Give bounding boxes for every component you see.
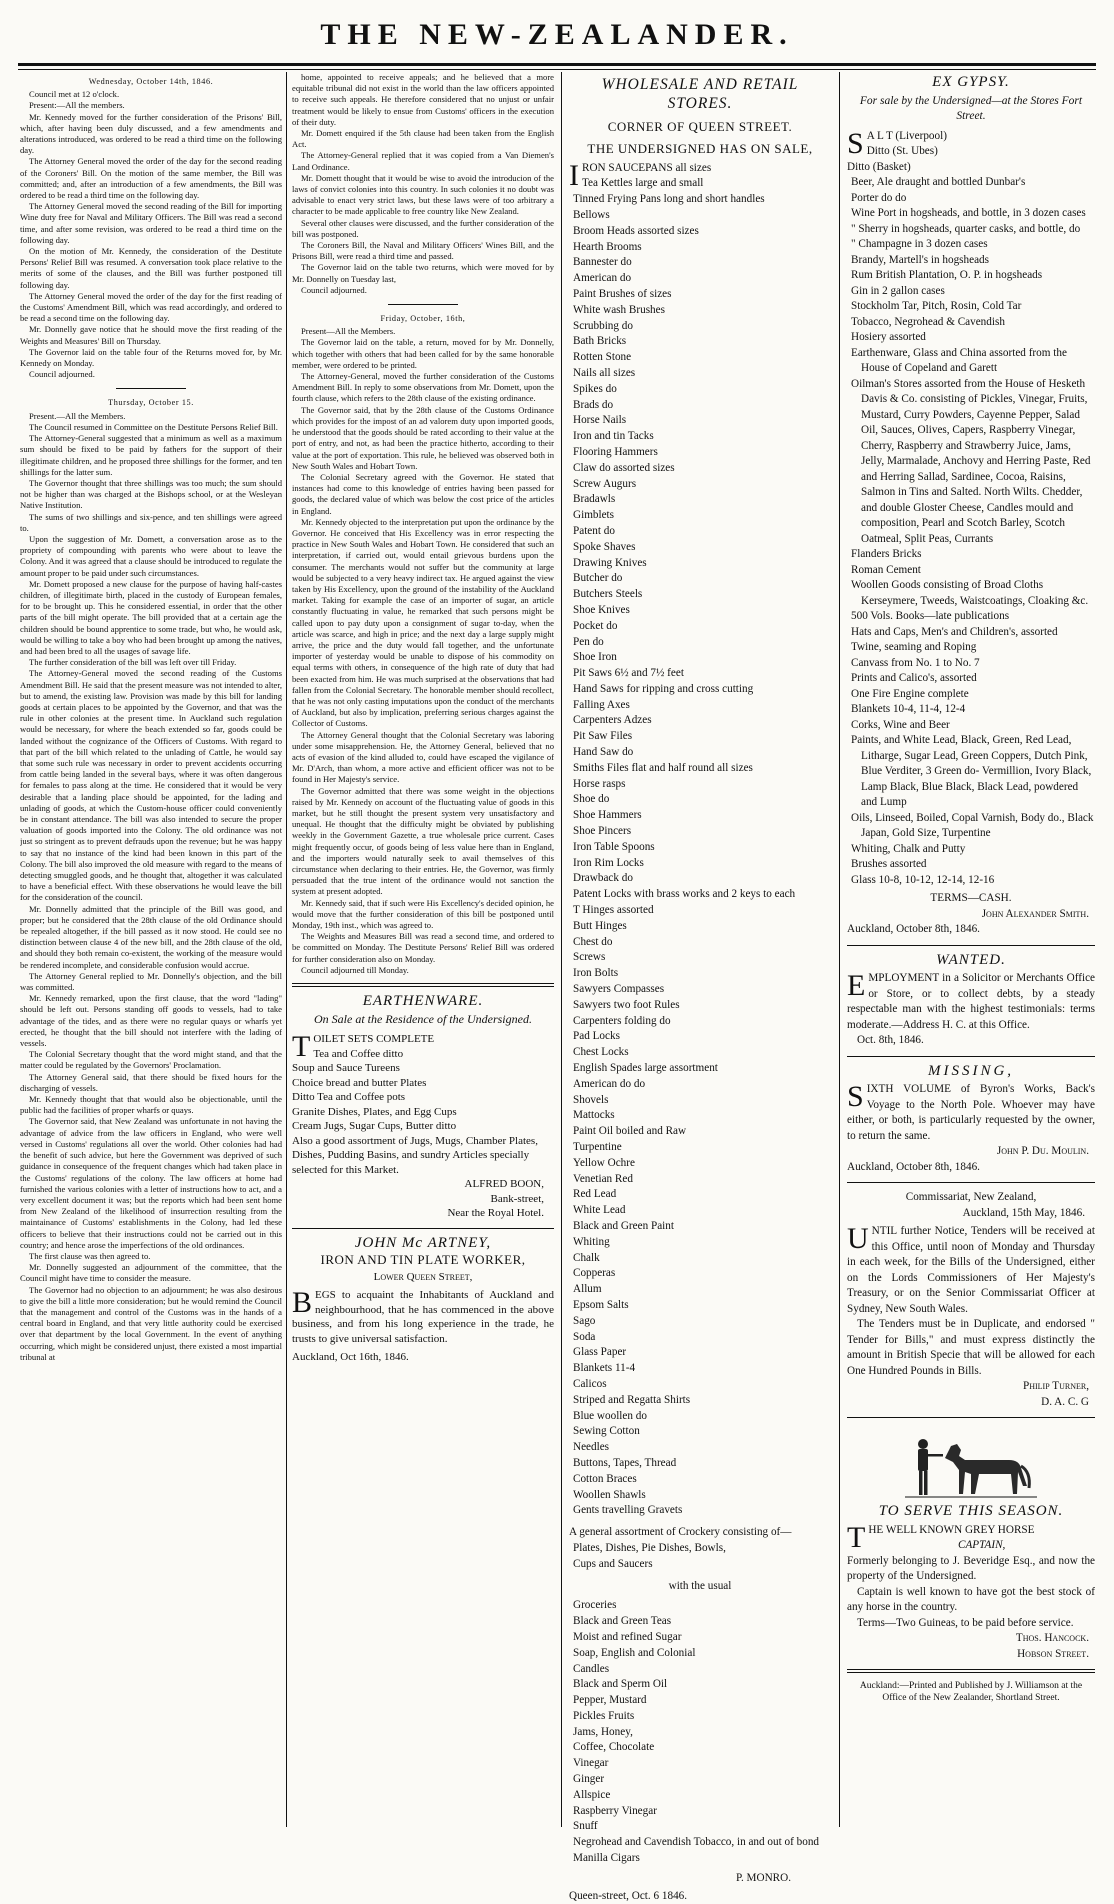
- commissariat-body: NTIL further Notice, Tenders will be received at this Office, until noon of Monday and Thursday in each week, for the Bills of the Undersigned, either on the Lords Commissioners of Her Majesty's Treasury, or on the Senior Commissariat Officer at Sydney, New South Wales.: [847, 1225, 1095, 1315]
- stores-item: Turpentine: [573, 1141, 622, 1153]
- stores-item: Nails all sizes: [573, 366, 636, 379]
- paragraph: Mr. Domett proposed a new clause for the purpose of having half-castes children, of illegitimate birth, placed in the custody of European females, for to be brought up. This he considered essential, in order that the other parts of the bill might operate. The bill provided that at a certain age the children should be bound apprentice to some trade, but who, he would ask, would be willing to take a boy who had been brought up among the natives, and had been bred to all the usages of savage life.: [20, 578, 282, 656]
- paragraph: The Attorney-General moved the second reading of the Customs Amendment Bill. He said that the present measure was not intended to alter, but to amend, the existing law. Provision was made by this bill for landing goods at certain places to be appointed by the Governor, and that was the rule in other colonies at the present time. In Auckland such regulation would be necessary, for where the beach extended so far, goods could be landed without the cognizance of the Officers of Customs. With regard to that part of the bill which related to the unlading of Cattle, he would say that some such rule was necessary in order to prevent accidents occurring from cattle being landed in the several bays, where it was often dangerous for females to pass along at the time. He considered that it would be very desirable that a landing place should be appointed, for the lading and unlading of goods, at which the Custom-house officer could conveniently be in constant attendance. The bill was also intended to secure the proper valuation of goods imported into the Colony. The old ordinance was not just so stringent as to prevent defrauds upon the revenue; but he was happy to say that no instance of the kind had been known in this part of the Colony. The bill also improved the old measure with regard to the means of detecting smuggled goods, and he thought that, altogether it was calculated to have a beneficial effect. With these observations he would leave the bill for the consideration of the council.: [20, 668, 282, 903]
- stores-item: Gimblets: [573, 509, 615, 522]
- dateline-wednesday: Wednesday, October 14th, 1846.: [88, 77, 214, 86]
- ex-gypsy-item: Brandy, Martell's in hogsheads: [851, 253, 990, 266]
- stores-item: Carpenters folding do: [573, 1014, 671, 1027]
- ex-gypsy-item: Gin in 2 gallon cases: [851, 284, 945, 297]
- separator: [847, 1417, 1095, 1418]
- grocery-item: Raspberry Vinegar: [573, 1804, 657, 1817]
- stores-item: Patent Locks with brass works and 2 keys to each: [573, 888, 796, 901]
- stallion-reputation: Captain is well known to have got the best stock of any horse in the country.: [847, 1585, 1095, 1613]
- ex-gypsy-title: EX GYPSY.: [932, 74, 1010, 90]
- paragraph: The Council resumed in Committee on the Destitute Persons Relief Bill.: [29, 421, 278, 432]
- council-proceedings-wednesday: [20, 89, 282, 380]
- ex-gypsy-item: Wine Port in hogsheads, and bottle, in 3 dozen cases: [851, 207, 1086, 219]
- hancock-signature: Thos. Hancock.: [1015, 1632, 1089, 1644]
- stores-title: WHOLESALE AND RETAIL STORES.: [601, 76, 799, 112]
- stallion-terms: Terms—Two Guineas, to be paid before service.: [857, 1616, 1074, 1629]
- paragraph: Present:—All the members.: [29, 100, 125, 111]
- stores-item: Pad Locks: [573, 1030, 620, 1043]
- missing-body: IXTH VOLUME of Byron's Works, Back's Voyage to the North Pole. Whoever may have either, or both, is particularly requested by the owner, to return the same.: [847, 1083, 1095, 1142]
- paragraph: Mr. Kennedy said, that if such were His Excellency's decided opinion, he would move that the further consideration of this bill be postponed until Monday, 19th inst., which was agreed to.: [292, 897, 554, 931]
- paragraph: The Weights and Measures Bill was read a second time, and ordered to be committed on Monday. The Destitute Persons' Relief Bill was ordered for further consideration also on Monday.: [292, 931, 554, 964]
- earthenware-items: [292, 1047, 554, 1178]
- stores-item: American do do: [573, 1077, 646, 1090]
- grocery-item-list: [569, 1598, 831, 1867]
- stores-item: Red Lead: [573, 1188, 617, 1201]
- stores-item: Iron Table Spoons: [573, 840, 655, 853]
- stallion-owner: Formerly belonging to J. Beveridge Esq., and now the property of the Undersigned.: [847, 1554, 1095, 1582]
- grocery-item: Pickles Fruits: [573, 1709, 635, 1722]
- paragraph: On the motion of Mr. Kennedy, the consideration of the Destitute Persons' Relief Bill was resumed. A conversation took place relative to the merits of some of the clauses, and the Bill was further postponed till following day.: [20, 246, 282, 290]
- paragraph: The Governor laid on the table two returns, which were moved for by Mr. Donnelly on Tuesday last,: [292, 262, 554, 284]
- ex-gypsy-item: One Fire Engine complete: [851, 687, 969, 700]
- stores-item: White wash Brushes: [573, 303, 665, 316]
- paragraph: The Attorney-General, moved the further consideration of the Customs Amendment Bill. In reply to some observations from Mr. Domett, upon the fourth clause, which refers to the 28th clause of the existing ordinance.: [292, 371, 554, 404]
- stores-item: Carpenters Adzes: [573, 714, 652, 727]
- grocery-item: Black and Green Teas: [573, 1615, 672, 1628]
- stores-item: Pocket do: [573, 619, 618, 632]
- stores-item: Sawyers Compasses: [573, 983, 665, 996]
- commissariat-heading: Commissariat, New Zealand,: [905, 1191, 1037, 1203]
- column-2-council-report-and-ads: [292, 72, 554, 1365]
- moulin-signature: John P. Du. Moulin.: [996, 1145, 1089, 1157]
- paragraph: The Governor laid on the table, a return, moved for by Mr. Donnelly, which together with others that had been called for by the same honorable member, were ordered to be printed.: [292, 337, 554, 370]
- column-divider: [839, 72, 840, 1827]
- monro-dateline: Queen-street, Oct. 6 1846.: [569, 1889, 688, 1902]
- stores-item: White Lead: [573, 1204, 626, 1217]
- mcartney-trade: IRON AND TIN PLATE WORKER,: [320, 1252, 526, 1268]
- separator: [292, 983, 554, 987]
- stores-item: Allum: [573, 1283, 602, 1296]
- masthead: THE NEW-ZEALANDER.: [320, 18, 794, 51]
- crockery-line-3: Cups and Saucers: [573, 1557, 653, 1570]
- paragraph: The Governor laid on the table four of the Returns moved for, by Mr. Kennedy on Monday.: [20, 346, 282, 369]
- stores-item: Screws: [573, 951, 606, 964]
- stores-item: T Hinges assorted: [573, 904, 654, 917]
- salt-line: Ditto (St. Ubes): [866, 145, 938, 157]
- grocery-item: Pepper, Mustard: [573, 1694, 647, 1707]
- paragraph: Council met at 12 o'clock.: [29, 89, 120, 100]
- paragraph: The Governor said, that New Zealand was unfortunate in not having the advantage of advice from the law officers in England, who were well versed in Customs' regulations all over the world. Other colonies had had the benefit of such advice, but here the Government was deprived of such guidance in consequence of the frequent changes which had taken place in the Customs' regulations of the colony. The law officers at home had furnished the various colonies with a letter of instructions how to act, and a very excellent document it was; but the reports which had been sent home from New Zealand of the likelihood of insurrection resulting from the maintainance of Customs' establishments in the Colony, had led these officers to believe that their instructions could not be carried out in this country; and hence arose the imperfections of the old ordinances.: [20, 1116, 282, 1250]
- stores-item: Horse Nails: [573, 414, 627, 427]
- ex-gypsy-item: Rum British Plantation, O. P. in hogsheads: [851, 269, 1043, 281]
- paragraph: Several other clauses were discussed, and the further consideration of the bill was postponed.: [292, 217, 554, 239]
- stores-item: Yellow Ochre: [573, 1156, 635, 1169]
- hancock-address: Hobson Street.: [1017, 1647, 1089, 1660]
- stores-item: Spoke Shaves: [573, 540, 636, 553]
- paragraph: Mr. Domett thought that it would be wise to avoid the introducion of the laws of convict colonies into this country. In such colonies it no doubt was advisable to enact very strict laws, but these laws were of too arbitrary a character to be made applicable to free country like New Zealand.: [292, 172, 554, 217]
- paragraph: The first clause was then agreed to.: [29, 1250, 151, 1261]
- drop-cap: E: [847, 969, 866, 1002]
- drop-cap: S: [847, 126, 864, 160]
- drop-cap: S: [847, 1080, 864, 1113]
- grocery-item: Vinegar: [573, 1757, 609, 1770]
- council-proceedings-friday: [292, 326, 554, 976]
- grocery-item: Black and Sperm Oil: [573, 1678, 668, 1691]
- paragraph: The Coroners Bill, the Naval and Military Officers' Wines Bill, and the Prisons Bill, were read a third time and passed.: [292, 240, 554, 262]
- paragraph: The Attorney-General replied that it was copied from a Van Diemen's Land Ordinance.: [292, 150, 554, 172]
- paragraph: Council adjourned till Monday.: [301, 964, 409, 975]
- paragraph: Mr. Donnelly admitted that the principle of the Bill was good, and proper; but he considered that the 28th clause of the old Ordinance should be repealed altogether, if the bill passed as it now stood. He could see no distinction between clause 4 of the new bill, and the 28th clause of the old, and should they both remain co-existent, the working of the measure would be rendered incomplete, and considerable confusion would accrue.: [20, 903, 282, 970]
- grocery-item: Coffee, Chocolate: [573, 1741, 655, 1754]
- commissariat-ad: [847, 1190, 1095, 1410]
- terms-cash: TERMS—CASH.: [930, 892, 1012, 904]
- stores-item-list: [569, 176, 831, 1519]
- earthenware-lead: OILET SETS COMPLETE: [313, 1033, 435, 1046]
- stores-item: Bellows: [573, 208, 610, 221]
- column-1-council-report: [20, 72, 282, 1363]
- stores-item: Drawback do: [573, 872, 633, 885]
- paragraph: The Attorney General said, that there should be fixed hours for the discharging of vessels.: [20, 1071, 282, 1093]
- grocery-item: Negrohead and Cavendish Tobacco, in and out of bond: [573, 1836, 820, 1849]
- stores-item: Pit Saw Files: [573, 730, 633, 743]
- separator: [847, 945, 1095, 946]
- column-3-monro-stores-ad: [569, 72, 831, 1904]
- earthenware-item: Ditto Tea and Coffee pots: [292, 1091, 406, 1104]
- paragraph: The Attorney General moved the order of the day for the first reading of the Customs' Amendment Bill, which was read accordingly, and ordered to be read a second time on the following day.: [20, 290, 282, 324]
- masthead-rule: [18, 63, 1096, 66]
- salt-line: A L T (Liverpool): [866, 129, 947, 142]
- paragraph: The Governor had no objection to an adjournment; he was also desirous to give the bill a little more consideration; but he would remind the Council that the management and control of the Customs was in the hands of a central board in England, and that very little authority could be exercised over that department by the local Government. In the event of anything occurring, which might be considered unjust, there existed a most impartial tribunal at: [20, 1284, 282, 1362]
- earthenware-item: Tea and Coffee ditto: [313, 1047, 404, 1060]
- ex-gypsy-item: Brushes assorted: [851, 858, 927, 870]
- drop-cap: B: [292, 1286, 313, 1320]
- paragraph: The Governor thought that three shillings was too much; the sum should not be higher than was charged at the Bishops school, or at the Wesleyan Native Institution.: [20, 477, 282, 511]
- grocery-item: Ginger: [573, 1773, 605, 1786]
- grocery-item: Allspice: [573, 1788, 611, 1801]
- stores-item: Scrubbing do: [573, 319, 633, 332]
- stores-item: Broom Heads assorted sizes: [573, 224, 699, 237]
- stores-item: Bradawls: [573, 493, 616, 506]
- salt-line: Ditto (Basket): [847, 160, 911, 173]
- signature-street: Bank-street,: [490, 1192, 544, 1205]
- wanted-date: Oct. 8th, 1846.: [857, 1034, 924, 1046]
- missing-ad: [847, 1064, 1095, 1176]
- stores-item: Spikes do: [573, 382, 617, 395]
- ex-gypsy-item: 500 Vols. Books—late publications: [851, 610, 1010, 622]
- ex-gypsy-item: Paints, and White Lead, Black, Green, Red Lead, Litharge, Sugar Lead, Green Coppers, Dutch Pink, Blue Verditer, 3 Green do- Vermillion, Ivory Black, Lamp Black, Blue Black, Black Lead, powdered and Lump: [851, 734, 1092, 808]
- earthenware-item: Choice bread and butter Plates: [292, 1076, 427, 1089]
- turner-signature: Philip Turner,: [1022, 1380, 1089, 1392]
- stores-item: Bath Bricks: [573, 335, 627, 348]
- paragraph: The further consideration of the bill was left over till Friday.: [29, 657, 237, 668]
- stores-item: Shoe Iron: [573, 651, 617, 664]
- stores-item: Falling Axes: [573, 698, 630, 711]
- paragraph: Council adjourned.: [301, 284, 367, 295]
- ex-gypsy-item: Tobacco, Negrohead & Cavendish: [851, 315, 1005, 328]
- stores-item: Shoe Pincers: [573, 825, 632, 838]
- stores-item: Shoe Hammers: [573, 809, 642, 822]
- paragraph: Mr. Donnelly suggested an adjournment of the committee, that the Council might have time to consider the measure.: [20, 1262, 282, 1284]
- stores-item: Gents travelling Gravets: [573, 1504, 683, 1517]
- crockery-line-2: Plates, Dishes, Pie Dishes, Bowls,: [573, 1541, 726, 1554]
- stores-item: Smiths Files flat and half round all sizes: [573, 761, 753, 774]
- stores-item: Flooring Hammers: [573, 445, 658, 458]
- ex-gypsy-item: Whiting, Chalk and Putty: [851, 842, 966, 855]
- wanted-ad: [847, 953, 1095, 1049]
- ex-gypsy-item: Flanders Bricks: [851, 548, 922, 560]
- stores-item: Rotten Stone: [573, 351, 632, 364]
- ex-gypsy-item: Roman Cement: [851, 563, 921, 576]
- with-the-usual: with the usual: [668, 1579, 732, 1592]
- stores-item: Black and Green Paint: [573, 1219, 674, 1232]
- drop-cap: U: [847, 1222, 869, 1255]
- dateline-thursday: Thursday, October 15.: [108, 398, 194, 408]
- earthenware-title: EARTHENWARE.: [362, 993, 484, 1010]
- paragraph: The Colonial Secretary agreed with the Governor. He stated that instances had come to this knowledge of entries having been passed for goods, the declared value of which was below the cost price of the articles in England.: [292, 471, 554, 516]
- earthenware-subtitle: On Sale at the Residence of the Undersigned.: [314, 1011, 532, 1026]
- paragraph: The Attorney General thought that the Colonial Secretary was laboring under some misapprehension. He, the Attorney General, believed that no acts of evasion of the kind alluded to, could have escaped the vigilance of Mr. D'Arch, than whom, a more active and efficient officer was not to be found in Her Majesty's service.: [292, 729, 554, 785]
- council-proceedings-continued: [292, 72, 554, 296]
- separator: [847, 1182, 1095, 1183]
- drop-cap: I: [569, 158, 579, 192]
- stores-item: Hearth Brooms: [573, 240, 642, 253]
- stores-item: Paint Oil boiled and Raw: [573, 1125, 687, 1138]
- paragraph: Mr. Kennedy objected to the interpretation put upon the ordinance by the Governor. He conceived that His Excellency was in error respecting the practice in New South Wales and Hobart Town. He considered that such an interpretation, if carried out, would entail grievous burdens upon the consumer. The merchants would not suffer but the community at large would be subjected to a very heavy indirect tax. He argued against the view taken by His Excellency, upon the ground of the instability of the Auckland market. Taking for example the case of an importer of sugar, an article constantly fluctuating in value, he remarked that such persons might be called upon to pay duty upon a consignment of sugar to-day, when the article was scarce, and high in price; and the next day a large supply might arrive, the price and the duty would fall together, and the unfortunate importer of yesterday would be unable to dispose of his commodity on equal terms with others, in consequence of the high rate of duty that had been exacted from him. He was much surprised at the observations that had fallen from the Colonial Secretary. The honorable member should recollect, that he was not only casting imputations upon the conduct of the merchants of Auckland, but also by implication, preferring serious charges against the Collector of Customs.: [292, 516, 554, 729]
- grocery-item: Soap, English and Colonial: [573, 1646, 696, 1659]
- stores-item: Pit Saws 6½ and 7½ feet: [573, 667, 684, 680]
- paragraph: Mr. Kennedy remarked, upon the first clause, that the word "lading" should be left out. Persons standing off goods to vessels, had to take advantage of the tides, and as there were no regular quays or wharfs yet erected, he thought that the bill should not interfere with the lading of vessels.: [20, 993, 282, 1049]
- missing-title: MISSING,: [927, 1062, 1015, 1079]
- stores-item: Shoe do: [573, 793, 610, 806]
- separator: [116, 388, 186, 389]
- ex-gypsy-item: Prints and Calico's, assorted: [851, 672, 977, 684]
- stores-item: Chest do: [573, 935, 613, 948]
- commissariat-date: Auckland, 15th May, 1846.: [962, 1206, 1085, 1219]
- horse-and-groom-illustration: [901, 1428, 1041, 1500]
- earthenware-item: Also a good assortment of Jugs, Mugs, Chamber Plates, Dishes, Pudding Basins, and sundry Articles specially selected for this Market.: [292, 1134, 538, 1176]
- drop-cap: T: [292, 1030, 311, 1064]
- grocery-item: Groceries: [573, 1599, 617, 1612]
- gypsy-dateline: Auckland, October 8th, 1846.: [847, 923, 980, 935]
- stores-item: Blue woollen do: [573, 1409, 647, 1422]
- stores-item: Butcher do: [573, 572, 623, 585]
- stores-item: Needles: [573, 1441, 610, 1454]
- stores-item: Buttons, Tapes, Thread: [573, 1456, 677, 1469]
- signature-location: Near the Royal Hotel.: [447, 1207, 544, 1220]
- smith-signature: John Alexander Smith.: [981, 907, 1089, 920]
- paragraph: The Attorney-General suggested that a minimum as well as a maximum sum should be fixed to be paid by fathers for the support of their illegitimate children, and he proposed three shillings for the former, and ten shillings for the latter sum.: [20, 433, 282, 477]
- earthenware-item: Cream Jugs, Sugar Cups, Butter ditto: [292, 1120, 457, 1133]
- ex-gypsy-item: Oils, Linseed, Boiled, Copal Varnish, Body do., Black Japan, Gold Size, Turpentine: [851, 811, 1094, 839]
- stores-item: Hand Saws for ripping and cross cutting: [573, 682, 754, 695]
- ex-gypsy-item: Canvass from No. 1 to No. 7: [851, 656, 980, 669]
- wanted-title: WANTED.: [936, 951, 1006, 968]
- stores-intro: THE UNDERSIGNED HAS ON SALE,: [587, 140, 813, 156]
- stores-item: Chalk: [573, 1251, 600, 1264]
- paragraph: The Governor admitted that there was some weight in the objections raised by Mr. Kennedy on account of the fluctuating value of goods in this market, but he still thought the present system very unsatisfactory and unequal. He thought that the difficulty might be obviated by publishing weekly in the Government Gazette, a true wholesale price current. Cases might frequently occur, of goods being of less value here than in England, and the importers would naturally seek to avail themselves of this circumstance when declaring to their entries. He, the Governor, was firmly persuaded that the true intent of the ordinance would not sanction the system at present adopted.: [292, 785, 554, 897]
- stores-item: Iron Bolts: [573, 967, 619, 980]
- paragraph: Mr. Kennedy thought that that would also be objectionable, until the public had the facilities of proper wharfs or quays.: [20, 1094, 282, 1116]
- ex-gypsy-item: Porter do do: [851, 191, 907, 204]
- stores-item: Drawing Knives: [573, 556, 647, 569]
- paragraph: Present—All the Members.: [301, 326, 396, 337]
- stores-item: Sago: [573, 1314, 596, 1327]
- separator: [292, 1228, 554, 1229]
- stores-item: Butchers Steels: [573, 588, 643, 601]
- stores-item: Patent do: [573, 524, 615, 537]
- stores-item: Screw Augurs: [573, 477, 637, 490]
- stores-lead-item: RON SAUCEPANS all sizes: [582, 161, 712, 174]
- stores-item: Blankets 11-4: [573, 1362, 636, 1375]
- ex-gypsy-item: Hosiery assorted: [851, 331, 926, 343]
- stores-item: Horse rasps: [573, 777, 626, 790]
- column-4-ads: [847, 72, 1095, 1704]
- ex-gypsy-item: Corks, Wine and Beer: [851, 718, 950, 731]
- ex-gypsy-item: " Champagne in 3 dozen cases: [851, 238, 988, 250]
- monro-signature: P. MONRO.: [735, 1871, 791, 1884]
- stores-item: Tea Kettles large and small: [582, 177, 704, 190]
- mcartney-ad: [292, 1236, 554, 1365]
- mcartney-dateline: Auckland, Oct 16th, 1846.: [292, 1351, 409, 1364]
- masthead-rule-thin: [18, 69, 1096, 70]
- paragraph: The Attorney General moved the order of the day for the second reading of the Coroners' Bill. On the motion of the same member, the Bill was committed; and, after an introduction of a few amendments, the Bill was ordered to be read a third time on the following day.: [20, 156, 282, 201]
- paragraph: Mr. Domett enquired if the 5th clause had been taken from the English Act.: [292, 128, 554, 150]
- stores-item: Calicos: [573, 1377, 607, 1390]
- mcartney-street: Lower Queen Street,: [373, 1270, 473, 1283]
- ex-gypsy-item: Glass 10-8, 10-12, 12-14, 12-16: [851, 873, 995, 886]
- stores-item: Mattocks: [573, 1109, 615, 1122]
- column-divider: [286, 72, 287, 1827]
- stores-item: Woollen Shawls: [573, 1488, 646, 1501]
- grocery-item: Manilla Cigars: [573, 1852, 640, 1865]
- paragraph: The Attorney General moved the second reading of the Bill for importing Wine duty free for Naval and Military Officers. The Bill was read a second time, and after some revision, was ordered to be read a third time on the following day.: [20, 201, 282, 245]
- separator: [847, 1056, 1095, 1057]
- printer-imprint: Auckland:—Printed and Published by J. Williamson at the Office of the New Zealander, Shortland Street.: [859, 1681, 1083, 1703]
- drop-cap: T: [847, 1520, 866, 1554]
- grocery-item: Snuff: [573, 1820, 598, 1833]
- ex-gypsy-item-list: [847, 175, 1095, 888]
- ex-gypsy-item: Oilman's Stores assorted from the House of Hesketh Davis & Co. consisting of Pickles, Vinegar, Fruits, Mustard, Curry Powders, Cayenne Pepper, Salad Oil, Sauces, Olives, Capers, Raspberry Vinegar, Cherry, Raspberry and Strawberry Juice, Jams, Jelly, Marmalade, Anchovy and Herring Paste, Red and Herring Sallad, Sardinee, Cocoa, Raisins, Salmon in Tins and Salted. North Wilts. Chedder, and double Gloster Cheese, Candles mould and composition, Pearl and Scotch Barley, Scotch Oatmeal, Split Peas, Currants: [851, 377, 1091, 545]
- grocery-item: Candles: [573, 1662, 610, 1675]
- ex-gypsy-item: " Sherry in hogsheads, quarter casks, and bottle, do: [851, 222, 1081, 235]
- column-divider: [561, 72, 562, 1827]
- stores-address: CORNER OF QUEEN STREET.: [607, 119, 793, 134]
- earthenware-item: Soup and Sauce Tureens: [292, 1062, 400, 1075]
- separator: [388, 304, 458, 305]
- ex-gypsy-item: Stockholm Tar, Pitch, Rosin, Cold Tar: [851, 300, 1022, 312]
- stores-item: Butt Hinges: [573, 919, 627, 932]
- turner-title: D. A. C. G: [1041, 1395, 1089, 1408]
- council-proceedings-thursday: [20, 411, 282, 1363]
- stores-item: Tinned Frying Pans long and short handles: [573, 193, 765, 206]
- stores-item: English Spades large assortment: [573, 1062, 718, 1075]
- stores-item: Iron and tin Tacks: [573, 430, 654, 443]
- paragraph: Mr. Donnelly gave notice that he should move the first reading of the Weights and Measures' Bill on Thursday.: [20, 324, 282, 346]
- paragraph: The sums of two shillings and six-pence, and ten shillings were agreed to.: [20, 511, 282, 533]
- stallion-lead: HE WELL KNOWN GREY HORSE: [868, 1523, 1035, 1536]
- paragraph: The Colonial Secretary thought that the word might stand, and that the matter could be regulated by the Governors' Proclamation.: [20, 1049, 282, 1071]
- stores-item: Paint Brushes of sizes: [573, 287, 672, 300]
- stallion-name: CAPTAIN,: [957, 1539, 1006, 1551]
- stores-item: Striped and Regatta Shirts: [573, 1393, 691, 1406]
- ex-gypsy-item: Hats and Caps, Men's and Children's, assorted: [851, 625, 1058, 638]
- paragraph: Council adjourned.: [29, 369, 95, 380]
- commissariat-tenders: The Tenders must be in Duplicate, and endorsed " Tender for Bills," and must express distinctly the amount in British Specie that will be allowed for each One Hundred Pounds in Bills.: [847, 1318, 1095, 1377]
- missing-dateline: Auckland, October 8th, 1846.: [847, 1160, 980, 1173]
- stores-item: Shoe Knives: [573, 603, 630, 616]
- mcartney-body: EGS to acquaint the Inhabitants of Auckland and neighbourhood, that he has commenced in the above business, and from his long experience in the trade, he trusts to give universal satisfaction.: [292, 1289, 554, 1345]
- stallion-title: TO SERVE THIS SEASON.: [878, 1503, 1064, 1519]
- separator: [847, 1669, 1095, 1673]
- dateline-friday: Friday, October, 16th,: [380, 314, 466, 324]
- stallion-ad: [847, 1428, 1095, 1662]
- ex-gypsy-item: Beer, Ale draught and bottled Dunbar's: [851, 176, 1026, 188]
- stores-item: Glass Paper: [573, 1346, 627, 1359]
- paragraph: home, appointed to receive appeals; and he believed that a more equitable tribunal did not exist in the world than the law officers appointed to receive such appeals. He therefore considered that no unjust or unfair treatment would be likely to ensue from Customs' officers in the execution of their duty.: [292, 72, 554, 127]
- grocery-item: Jams, Honey,: [573, 1725, 633, 1738]
- stores-item: Soda: [573, 1330, 596, 1343]
- stores-item: Brads do: [573, 398, 614, 411]
- stores-item: Sewing Cotton: [573, 1425, 640, 1438]
- stores-item: American do: [573, 272, 632, 285]
- grocery-item: Moist and refined Sugar: [573, 1630, 682, 1643]
- stores-item: Claw do assorted sizes: [573, 461, 675, 474]
- stores-item: Bannester do: [573, 256, 632, 269]
- stores-item: Venetian Red: [573, 1172, 633, 1185]
- earthenware-item: Granite Dishes, Plates, and Egg Cups: [292, 1105, 457, 1118]
- ex-gypsy-subtitle: For sale by the Undersigned—at the Stores Fort Street.: [859, 94, 1083, 122]
- stores-item: Iron Rim Locks: [573, 856, 644, 869]
- stores-item: Sawyers two foot Rules: [573, 998, 680, 1011]
- stores-item: Chest Locks: [573, 1046, 629, 1059]
- paragraph: Mr. Kennedy moved for the further consideration of the Prisons' Bill, which, after having been duly discussed, and a few amendments and alterations introduced, was ordered to be read a third time on the following day.: [20, 111, 282, 156]
- stores-item: Cotton Braces: [573, 1472, 637, 1485]
- paragraph: The Attorney General replied to Mr. Donnelly's objection, and the bill was committed.: [20, 970, 282, 993]
- stores-item: Copperas: [573, 1267, 616, 1280]
- ex-gypsy-item: Woollen Goods consisting of Broad Cloths Kerseymere, Tweeds, Waistcoatings, Cloaking &c.: [851, 579, 1089, 607]
- earthenware-ad: [292, 994, 554, 1221]
- ex-gypsy-item: Blankets 10-4, 11-4, 12-4: [851, 703, 966, 715]
- crockery-line-1: A general assortment of Crockery consisting of—: [569, 1526, 792, 1539]
- stores-item: Whiting: [573, 1235, 610, 1248]
- mcartney-title: JOHN Mc ARTNEY,: [354, 1234, 492, 1251]
- stores-item: Epsom Salts: [573, 1298, 629, 1311]
- wanted-body: MPLOYMENT in a Solicitor or Merchants Office or Store, or to collect debts, by a steady respectable man with the highest testimonials: terms moderate.—Address H. C. at this Office.: [847, 972, 1095, 1031]
- stores-item: Hand Saw do: [573, 746, 634, 759]
- stores-item: Shovels: [573, 1093, 609, 1106]
- ex-gypsy-item: Earthenware, Glass and China assorted from the House of Copeland and Garett: [851, 346, 1067, 374]
- stores-item: Pen do: [573, 635, 604, 648]
- ex-gypsy-item: Twine, seaming and Roping: [851, 641, 977, 653]
- paragraph: Present.—All the Members.: [29, 410, 126, 421]
- paragraph: The Governor said, that by the 28th clause of the Customs Ordinance which provides for the impost of an ad valorem duty upon imported goods, he understood that the goods should be rated according to their value at the port of entry, and not, as had been the practice hitherto, according to their value at the port of exportation. This rule, he believed was observed both in New South Wales and Hobart Town.: [292, 404, 554, 471]
- paragraph: Upon the suggestion of Mr. Domett, a conversation arose as to the propriety of compounding with parents who were about to leave the Colony. And it was agreed that a clause should be introduced to regulate the amount proper to be paid under such circumstances.: [20, 533, 282, 578]
- signature-name: ALFRED BOON,: [464, 1178, 544, 1191]
- ex-gypsy-ad: [847, 75, 1095, 938]
